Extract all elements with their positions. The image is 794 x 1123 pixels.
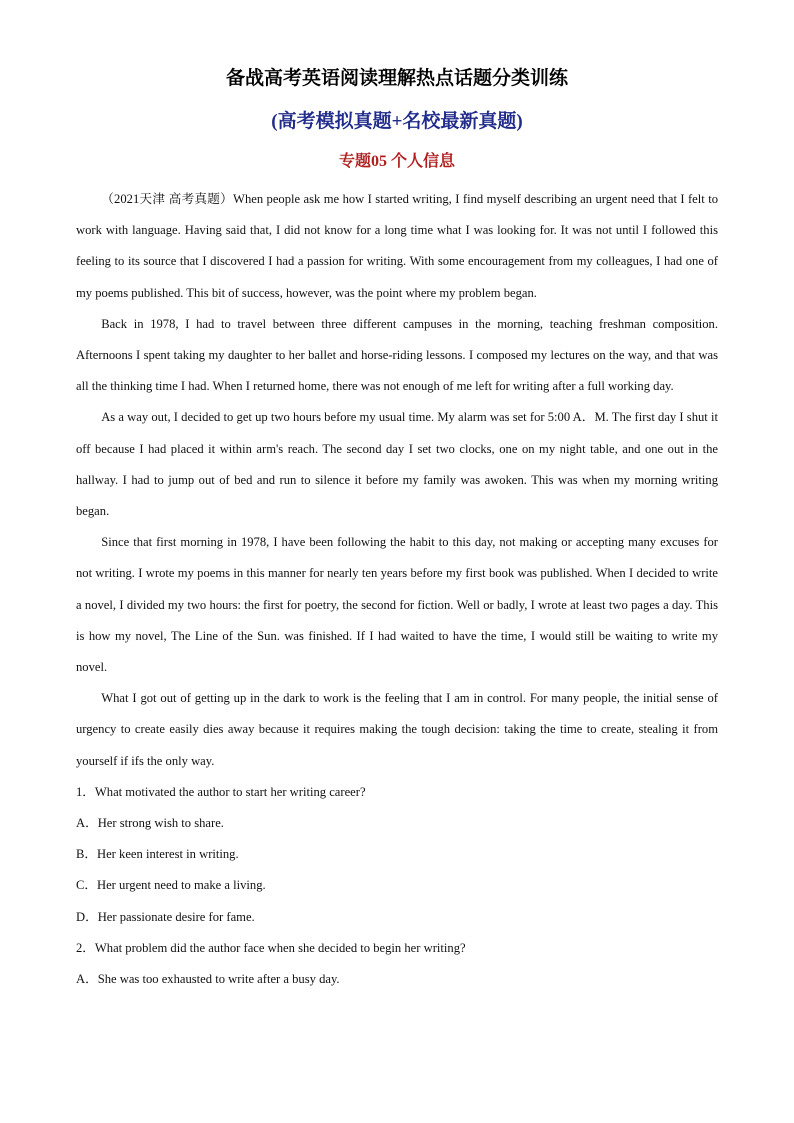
topic-heading: 专题05 个人信息 — [338, 153, 455, 170]
document-title: 备战高考英语阅读理解热点话题分类训练 — [225, 68, 568, 89]
passage-paragraph-2: Back in 1978, I had to travel between three different campuses in the morning, teaching freshman composition. Afternoons I spent taking my daughter to her ballet and horse-riding lessons. I composed my lectures on the way, and that was all the thinking time I had. When I returned home, there was not enough of me left for writing after a full working day. — [76, 316, 718, 394]
question-1-option-a: A．Her strong wish to share. — [76, 816, 224, 831]
reading-passage — [76, 184, 718, 777]
question-2-stem: 2．What problem did the author face when she decided to begin her writing? — [76, 940, 466, 955]
question-2-option-a: A．She was too exhausted to write after a busy day. — [76, 972, 340, 987]
question-1-stem: 1．What motivated the author to start her writing career? — [76, 784, 366, 799]
question-1-option-c: C．Her urgent need to make a living. — [76, 878, 266, 893]
question-1-option-d: D．Her passionate desire for fame. — [76, 909, 255, 924]
passage-paragraph-3: As a way out, I decided to get up two hours before my usual time. My alarm was set for 5:00 A．M. The first day I shut it off because I had placed it within arm's reach. The second day I set two clocks, one on my night table, and one out in the hallway. I had to jump out of bed and run to silence it before my family was awoken. This was when my morning writing began. — [76, 410, 718, 519]
document-subtitle: (高考模拟真题+名校最新真题) — [271, 111, 523, 132]
passage-paragraph-4: Since that first morning in 1978, I have been following the habit to this day, not making or accepting many excuses for not writing. I wrote my poems in this manner for nearly ten years before my first book was published. When I decided to write a novel, I divided my two hours: the first for poetry, the second for fiction. Well or badly, I wrote at least two pages a day. This is how my novel, The Line of the Sun. was finished. If I had waited to have the time, I would still be waiting to write my novel. — [76, 535, 718, 675]
passage-paragraph-1: （2021天津 高考真题）When people ask me how I started writing, I find myself describing an urgent need that I felt to work with language. Having said that, I did not know for a long time what I was looking for. It was not until I followed this feeling to its source that I discovered I had a passion for writing. With some encouragement from my colleagues, I had one of my poems published. This bit of success, however, was the point where my problem began. — [76, 192, 718, 300]
document-page — [76, 64, 718, 995]
question-list — [76, 777, 718, 995]
question-1-option-b: B．Her keen interest in writing. — [76, 847, 239, 862]
passage-paragraph-5: What I got out of getting up in the dark to work is the feeling that I am in control. For many people, the initial sense of urgency to create easily dies away because it requires making the tough decision: taking the time to create, stealing it from yourself if ifs the only way. — [76, 691, 718, 768]
